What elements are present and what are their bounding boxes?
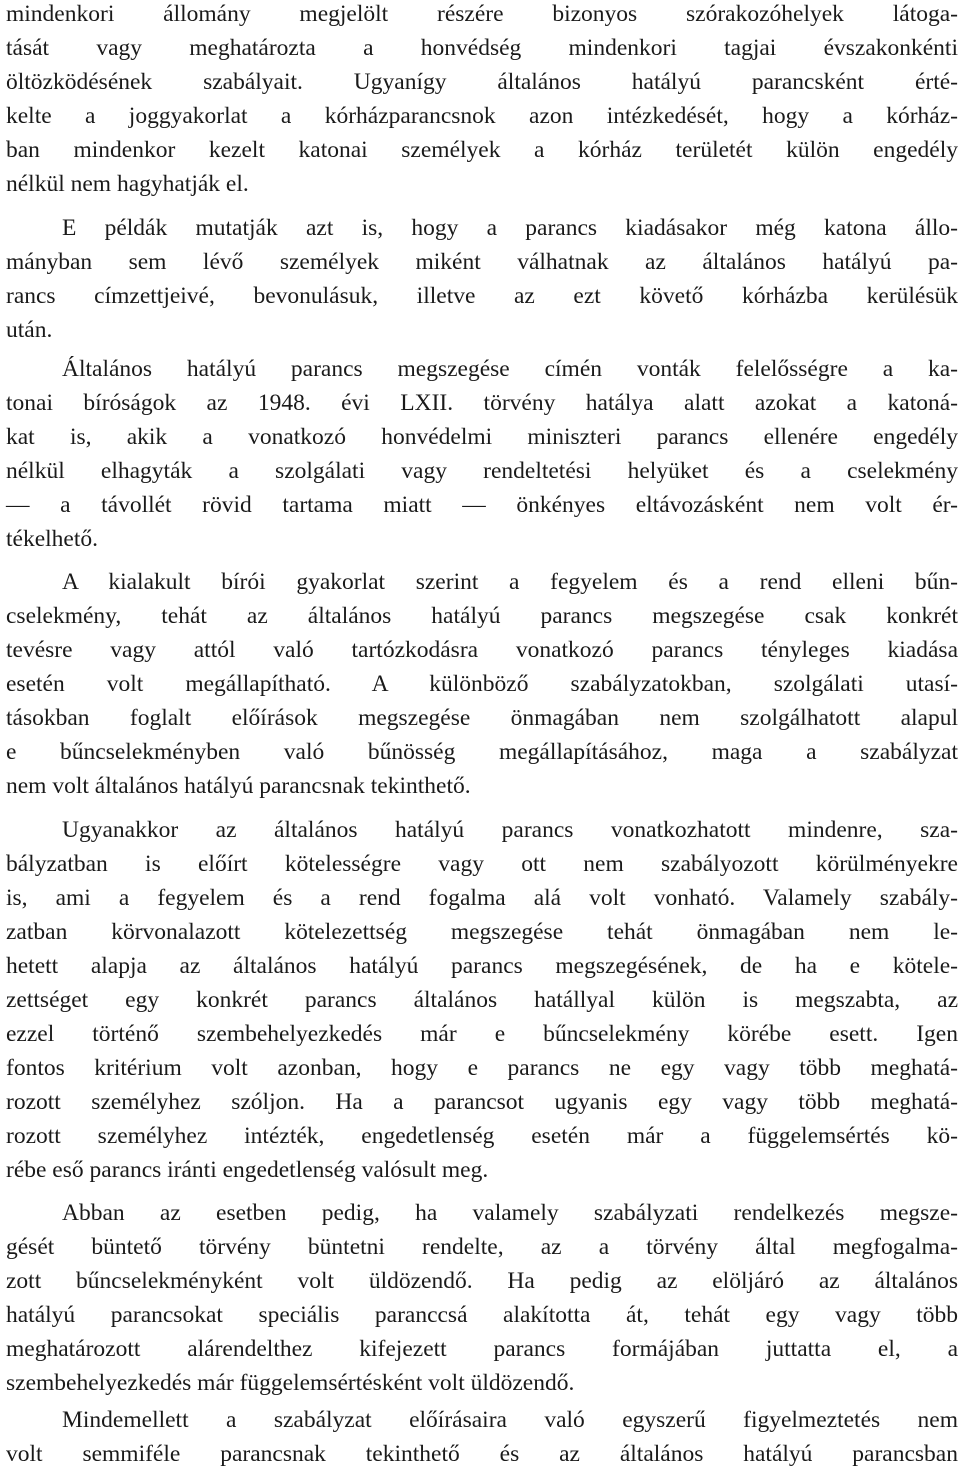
text-line: meghatározott alárendelthez kifejezett parancs formájában juttatta el, a — [6, 1336, 958, 1362]
text-line: cselekmény, tehát az általános hatályú parancs megszegése csak konkrét — [6, 603, 958, 629]
text-line: nem volt általános hatályú parancsnak tekinthető. — [6, 773, 471, 799]
text-line: kelte a joggyakorlat a kórházparancsnok azon intézkedését, hogy a kórház- — [6, 103, 958, 129]
text-line: után. — [6, 317, 53, 343]
text-line: kat is, akik a vonatkozó honvédelmi miniszteri parancs ellenére engedély — [6, 424, 958, 450]
text-line: e bűncselekményben való bűnösség megállapításához, maga a szabályzat — [6, 739, 958, 765]
text-line: öltözködésének szabályait. Ugyanígy általános hatályú parancsként érté- — [6, 69, 958, 95]
text-line: zott bűncselekményként volt üldözendő. Ha pedig az elöljáró az általános — [6, 1268, 958, 1294]
text-line: mindenkori állomány megjelölt részére bizonyos szórakozóhelyek látoga- — [6, 1, 958, 27]
text-line: tonai bíróságok az 1948. évi LXII. törvény hatálya alatt azokat a katoná- — [6, 390, 958, 416]
text-line: rébe eső parancs iránti engedetlenség valósult meg. — [6, 1157, 489, 1183]
text-line: Általános hatályú parancs megszegése címén vonták felelősségre a ka- — [62, 356, 958, 382]
text-line: tékelhető. — [6, 526, 99, 552]
text-line: rozott személyhez szóljon. Ha a parancsot ugyanis egy vagy több meghatá- — [6, 1089, 958, 1115]
text-line: Ugyanakkor az általános hatályú parancs vonatkozhatott mindenre, sza- — [62, 817, 958, 843]
text-line: E példák mutatják azt is, hogy a parancs kiadásakor még katona állo- — [62, 215, 958, 241]
text-line: rozott személyhez intézték, engedetlenség esetén már a függelemsértés kö- — [6, 1123, 958, 1149]
text-line: zettséget egy konkrét parancs általános hatállyal külön is megszabta, az — [6, 987, 958, 1013]
text-line: zatban körvonalazott kötelezettség megszegése tehát önmagában nem le- — [6, 919, 958, 945]
text-line: Abban az esetben pedig, ha valamely szabályzati rendelkezés megsze- — [62, 1200, 958, 1226]
text-line: tását vagy meghatározta a honvédség mindenkori tagjai évszakonkénti — [6, 35, 958, 61]
text-line: — a távollét rövid tartama miatt — önkényes eltávozásként nem volt ér- — [6, 492, 958, 518]
text-line: Mindemellett a szabályzat előírásaira való egyszerű figyelmeztetés nem — [62, 1407, 958, 1433]
text-line: esetén volt megállapítható. A különböző szabályzatokban, szolgálati utasí- — [6, 671, 958, 697]
text-line: rancs címzettjeivé, bevonulásuk, illetve az ezt követő kórházba kerülésük — [6, 283, 958, 309]
text-line: A kialakult bírói gyakorlat szerint a fegyelem és a rend elleni bűn- — [62, 569, 958, 595]
text-line: szembehelyezkedés már függelemsértésként volt üldözendő. — [6, 1370, 575, 1396]
text-line: is, ami a fegyelem és a rend fogalma alá volt vonható. Valamely szabály- — [6, 885, 958, 911]
text-line: gését büntető törvény büntetni rendelte, az a törvény által megfogalma- — [6, 1234, 958, 1260]
text-line: hatályú parancsokat speciális paranccsá alakította át, tehát egy vagy több — [6, 1302, 958, 1328]
text-line: ezzel történő szembehelyezkedés már e bűncselekmény körébe esett. Igen — [6, 1021, 958, 1047]
text-line: fontos kritérium volt azonban, hogy e parancs ne egy vagy több meghatá- — [6, 1055, 958, 1081]
text-line: nélkül elhagyták a szolgálati vagy rendeltetési helyüket és a cselekmény — [6, 458, 958, 484]
text-line: hetett alapja az általános hatályú parancs megszegésének, de ha e kötele- — [6, 953, 958, 979]
text-line: tásokban foglalt előírások megszegése önmagában nem szolgálhatott alapul — [6, 705, 958, 731]
text-line: volt semmiféle parancsnak tekinthető és az általános hatályú parancsban — [6, 1441, 958, 1467]
text-line: ban mindenkor kezelt katonai személyek a kórház területét külön engedély — [6, 137, 958, 163]
text-line: bályzatban is előírt kötelességre vagy ott nem szabályozott körülményekre — [6, 851, 958, 877]
text-line: tevésre vagy attól való tartózkodásra vonatkozó parancs tényleges kiadása — [6, 637, 958, 663]
text-line: mányban sem lévő személyek miként válhatnak az általános hatályú pa- — [6, 249, 958, 275]
text-line: nélkül nem hagyhatják el. — [6, 171, 249, 197]
